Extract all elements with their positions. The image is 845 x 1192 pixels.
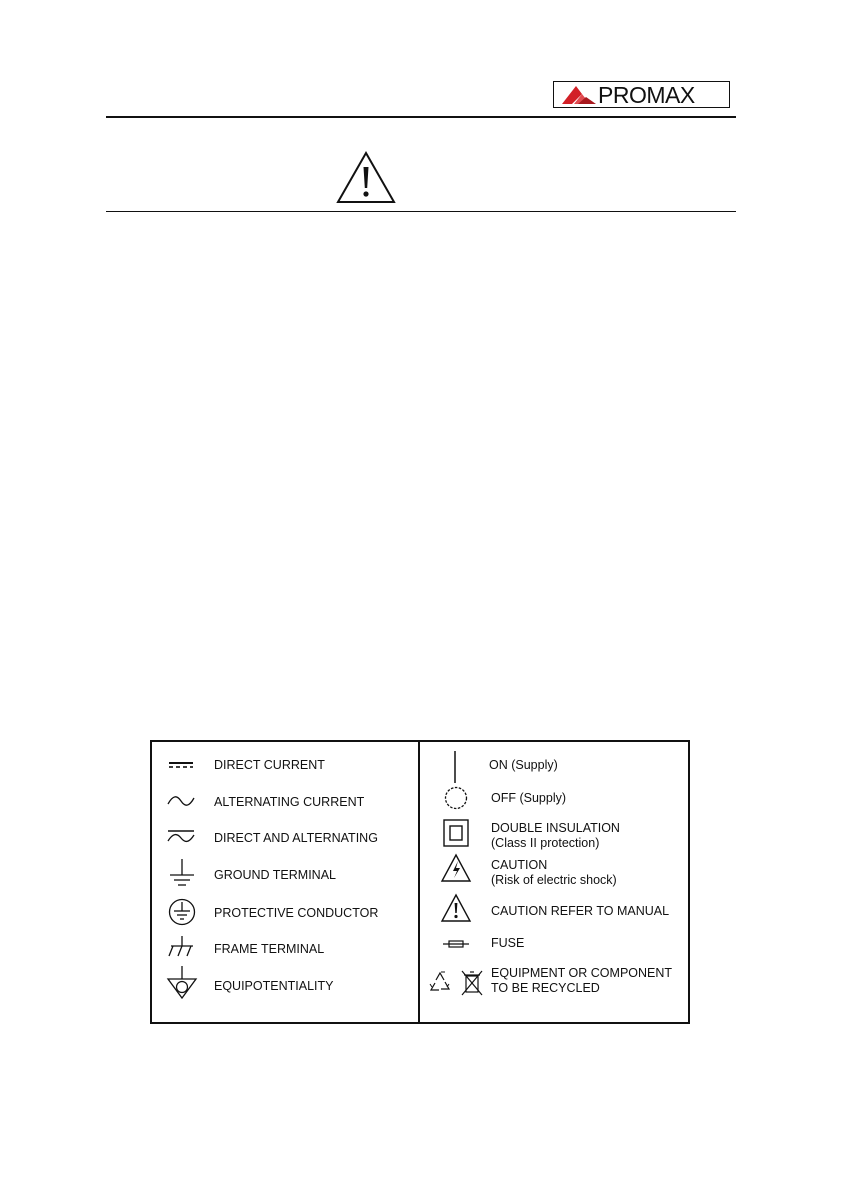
on-supply-icon [448, 750, 462, 784]
brand-name: PROMAX [598, 82, 695, 108]
electric-shock-caution-icon [440, 853, 472, 883]
symbol-label: ON (Supply) [489, 758, 558, 772]
symbol-label: DIRECT AND ALTERNATING [214, 831, 378, 845]
symbol-label: OFF (Supply) [491, 791, 567, 805]
symbol-label: CAUTION [491, 858, 548, 872]
ground-terminal-icon [168, 858, 196, 890]
symbol-label: CAUTION REFER TO MANUAL [491, 904, 670, 918]
symbol-table-divider [418, 740, 420, 1024]
alternating-current-icon [167, 794, 195, 808]
symbol-label: FRAME TERMINAL [214, 942, 325, 956]
section-rule [106, 211, 736, 212]
direct-current-icon [168, 760, 194, 770]
symbol-label: EQUIPOTENTIALITY [214, 979, 334, 993]
direct-and-alternating-icon [167, 828, 195, 846]
frame-terminal-icon [167, 934, 197, 958]
brand-mark-icon [560, 84, 598, 106]
brand-logo [553, 81, 730, 108]
symbol-sublabel: TO BE RECYCLED [491, 981, 600, 995]
recycle-icon [428, 968, 486, 998]
symbol-label: EQUIPMENT OR COMPONENT [491, 966, 673, 980]
caution-manual-icon [440, 893, 472, 923]
symbol-sublabel: (Class II protection) [491, 836, 600, 850]
symbol-label: DIRECT CURRENT [214, 758, 325, 772]
warning-icon [335, 150, 397, 205]
symbol-label: ALTERNATING CURRENT [214, 795, 365, 809]
header-rule [106, 116, 736, 118]
symbol-sublabel: (Risk of electric shock) [491, 873, 617, 887]
fuse-icon [442, 938, 470, 950]
protective-conductor-icon [167, 897, 197, 927]
symbol-label: FUSE [491, 936, 525, 950]
double-insulation-icon [442, 818, 470, 848]
symbol-label: GROUND TERMINAL [214, 868, 337, 882]
symbol-label: PROTECTIVE CONDUCTOR [214, 906, 379, 920]
equipotentiality-icon [166, 965, 198, 1001]
symbol-label: DOUBLE INSULATION [491, 821, 620, 835]
off-supply-icon [443, 785, 469, 811]
